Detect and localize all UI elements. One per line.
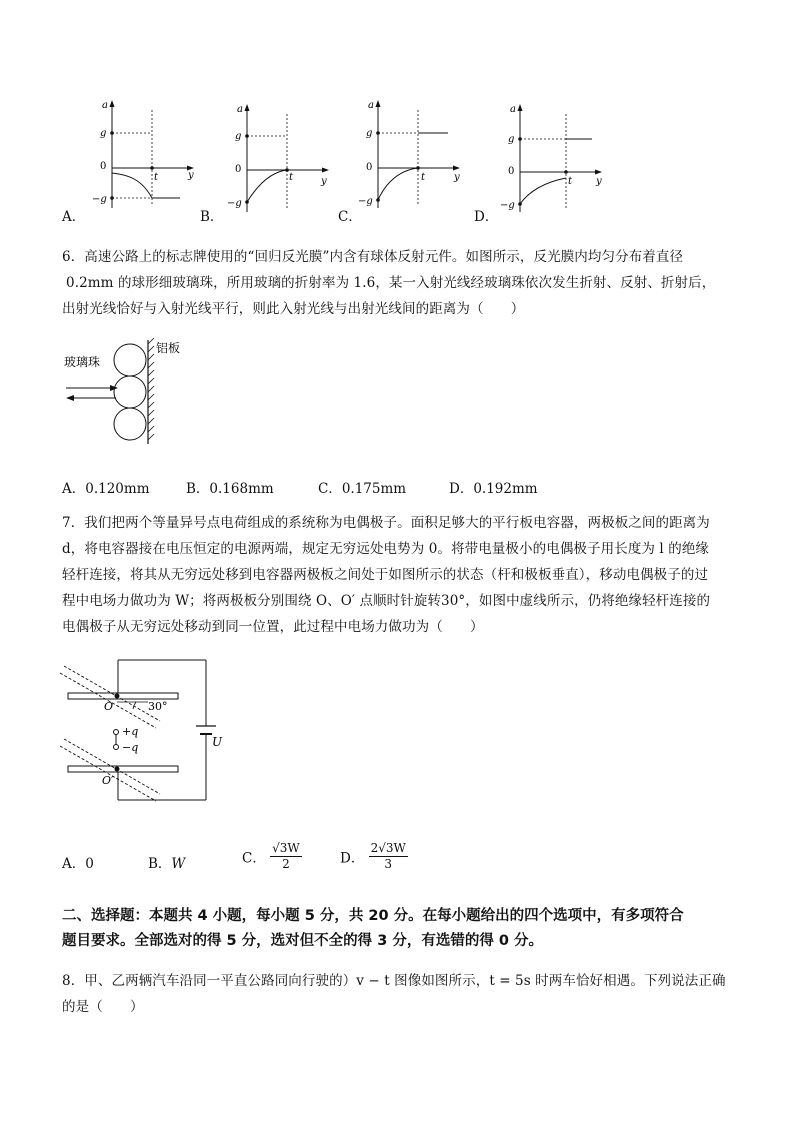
minus-q-label: −q xyxy=(122,741,139,754)
t-label: t xyxy=(289,172,294,183)
g-label: g xyxy=(235,131,242,142)
question-7 xyxy=(62,510,734,640)
q7-option-b-value: W xyxy=(171,856,186,872)
section-2-heading-line: 二、选择题：本题共 4 小题，每小题 5 分，共 20 分。在每小题给出的四个选项中，有多项符合 xyxy=(62,908,684,924)
question-6-line: 出射光线恰好与入射光线平行，则此入射光线与出射光线间的距离为（ ） xyxy=(62,301,525,317)
question-8-line: 8．甲、乙两辆汽车沿同一平直公路同向行驶的）v − t 图像如图所示，t = 5s 时两车恰好相遇。下列说法正确 xyxy=(62,973,726,989)
neg-g-label: −g xyxy=(500,200,515,211)
axis-a-label: a xyxy=(510,104,516,115)
zero-label: 0 xyxy=(366,162,373,173)
neg-g-label: −g xyxy=(92,194,107,205)
q7-option-d[interactable] xyxy=(340,841,408,872)
neg-g-label: −g xyxy=(358,196,373,207)
q5-graph-d xyxy=(488,100,608,220)
question-6 xyxy=(62,244,734,322)
fraction-denominator: 3 xyxy=(384,857,393,871)
q5-option-c-label[interactable]: C． xyxy=(338,209,362,225)
fraction-numerator: 2√3W xyxy=(370,841,406,855)
question-8 xyxy=(62,968,734,1020)
zero-label: 0 xyxy=(100,161,107,172)
question-7-line: 7．我们把两个等量异号点电荷组成的系统称为电偶极子。面积足够大的平行板电容器，两极板之间的距离为 xyxy=(62,515,710,531)
q6-option-b[interactable]: B．0.168mm xyxy=(186,481,274,497)
pivot-o-prime-label: O′ xyxy=(102,774,114,787)
question-7-line: 轻杆连接，将其从无穷远处移到电容器两极板之间处于如图所示的状态（杆和极板垂直），移动电偶极子的过 xyxy=(62,567,709,583)
q5-graph-c xyxy=(346,96,466,216)
q7-figure-capacitor xyxy=(60,654,240,814)
plus-q-label: +q xyxy=(122,725,139,738)
g-label: g xyxy=(366,128,373,139)
axis-a-label: a xyxy=(102,100,108,111)
q6-option-a[interactable]: A．0.120mm xyxy=(62,481,150,497)
section-2-heading-line: 题目要求。全部选对的得 5 分，选对但不全的得 3 分，有选错的得 0 分。 xyxy=(62,933,544,949)
q7-option-c-letter: C． xyxy=(242,850,266,867)
angle-30-label: 30° xyxy=(148,700,168,713)
fraction-numerator: √3W xyxy=(272,841,300,855)
axis-y-label: y xyxy=(596,176,602,187)
axis-a-label: a xyxy=(368,100,374,111)
q5-option-a-label[interactable]: A． xyxy=(62,209,86,225)
g-label: g xyxy=(508,134,515,145)
fraction xyxy=(369,841,408,872)
t-label: t xyxy=(421,172,426,183)
zero-label: 0 xyxy=(508,166,515,177)
axis-a-label: a xyxy=(237,104,243,115)
q5-option-b-label[interactable]: B． xyxy=(200,209,224,225)
q7-option-c[interactable] xyxy=(242,841,302,872)
axis-y-label: y xyxy=(188,170,194,181)
t-label: t xyxy=(568,176,573,187)
fraction-denominator: 2 xyxy=(282,857,290,871)
pivot-o-label: O xyxy=(104,700,114,713)
q7-option-d-letter: D． xyxy=(340,850,365,867)
q7-option-b-letter: B． xyxy=(148,856,172,872)
axis-y-label: y xyxy=(321,176,327,187)
g-label: g xyxy=(100,128,107,139)
zero-label: 0 xyxy=(235,164,242,175)
neg-g-label: −g xyxy=(227,198,242,209)
question-7-line: 程中电场力做功为 W；将两极板分别围绕 O、O′ 点顺时针旋转30°，如图中虚线所示，仍将绝缘轻杆连接的 xyxy=(62,593,711,609)
question-8-line: 的是（ ） xyxy=(62,999,144,1015)
t-label: t xyxy=(154,172,159,183)
q7-option-a[interactable]: A．0 xyxy=(62,856,94,872)
glass-bead-label: 玻璃珠 xyxy=(64,355,101,369)
question-7-line: d，将电容器接在电压恒定的电源两端，规定无穷远处电势为 0。将带电量极小的电偶极子用长度为 l 的绝缘 xyxy=(62,541,710,557)
question-6-line: 0.2mm 的球形细玻璃珠，所用玻璃的折射率为 1.6，某一入射光线经玻璃珠依次发生折射、反射、折射后， xyxy=(66,275,716,291)
q5-graph-a xyxy=(80,96,200,216)
q7-option-b[interactable] xyxy=(148,852,185,872)
question-7-line: 电偶极子从无穷远处移动到同一位置，此过程中电场力做功为（ ） xyxy=(62,619,484,635)
voltage-u-label: U xyxy=(212,735,223,749)
q5-option-d-label[interactable]: D． xyxy=(474,209,499,225)
q6-figure-glass-beads xyxy=(60,336,200,446)
q6-option-c[interactable]: C．0.175mm xyxy=(318,481,407,497)
q5-graph-b xyxy=(215,100,335,220)
fraction xyxy=(270,841,302,872)
axis-y-label: y xyxy=(454,172,460,183)
q6-option-d[interactable]: D．0.192mm xyxy=(449,481,538,497)
aluminum-plate-label: 铝板 xyxy=(156,341,181,355)
question-6-line: 6．高速公路上的标志牌使用的“回归反光膜”内含有球体反射元件。如图所示，反光膜内均匀分布着直径 xyxy=(62,249,684,265)
section-2-heading xyxy=(62,904,742,954)
